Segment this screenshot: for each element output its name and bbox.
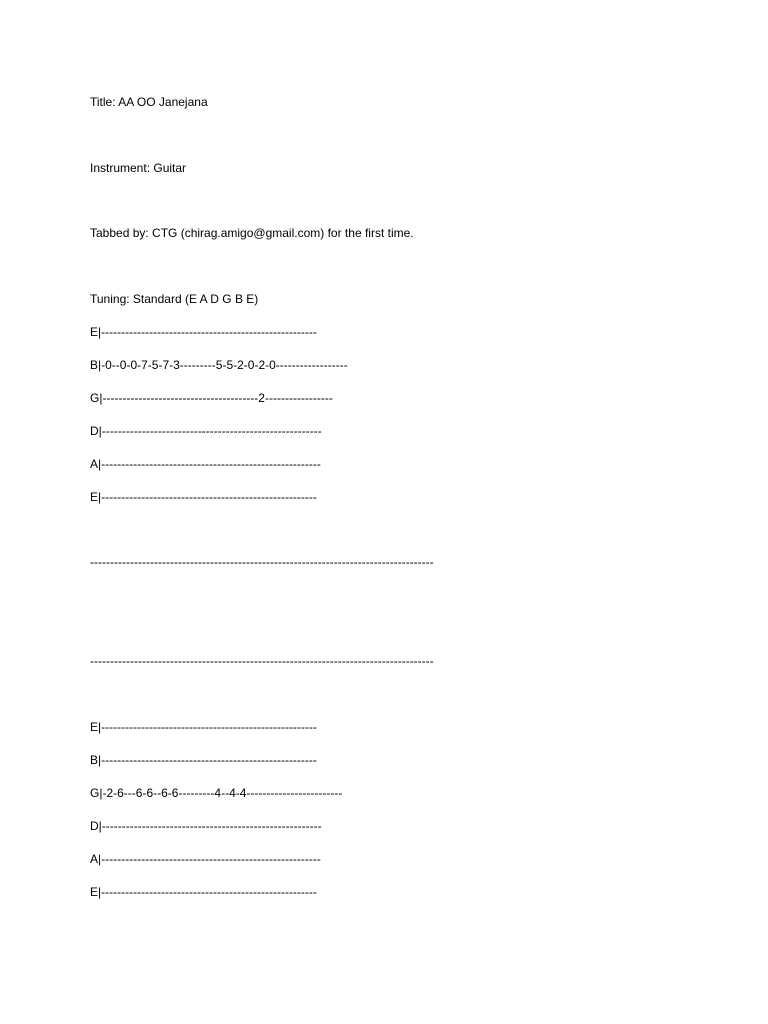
tab2-string-a: A|------------------------------------------------------- [90, 852, 321, 866]
separator-line: -------------------------------------------------------------------------------------- [90, 654, 434, 668]
tabbed-by-line: Tabbed by: CTG (chirag.amigo@gmail.com) for the first time. [90, 226, 414, 240]
tab1-string-g: G|---------------------------------------2----------------- [90, 391, 333, 405]
tab1-string-low-e: E|------------------------------------------------------ [90, 490, 317, 504]
tab1-string-b: B|-0--0-0-7-5-7-3---------5-5-2-0-2-0------------------ [90, 358, 348, 372]
separator-line: -------------------------------------------------------------------------------------- [90, 555, 434, 569]
tab2-string-low-e: E|------------------------------------------------------ [90, 885, 317, 899]
instrument-line: Instrument: Guitar [90, 161, 187, 175]
tab2-string-g: G|-2-6---6-6--6-6---------4--4-4------------------------ [90, 786, 343, 800]
tab2-string-high-e: E|------------------------------------------------------ [90, 720, 317, 734]
tab2-string-d: D|------------------------------------------------------- [90, 819, 322, 833]
tab1-string-a: A|------------------------------------------------------- [90, 457, 321, 471]
tab2-string-b: B|------------------------------------------------------ [90, 753, 317, 767]
title-line: Title: AA OO Janejana [90, 95, 208, 109]
tuning-line: Tuning: Standard (E A D G B E) [90, 292, 259, 306]
tab1-string-high-e: E|------------------------------------------------------ [90, 325, 317, 339]
tab1-string-d: D|------------------------------------------------------- [90, 424, 322, 438]
